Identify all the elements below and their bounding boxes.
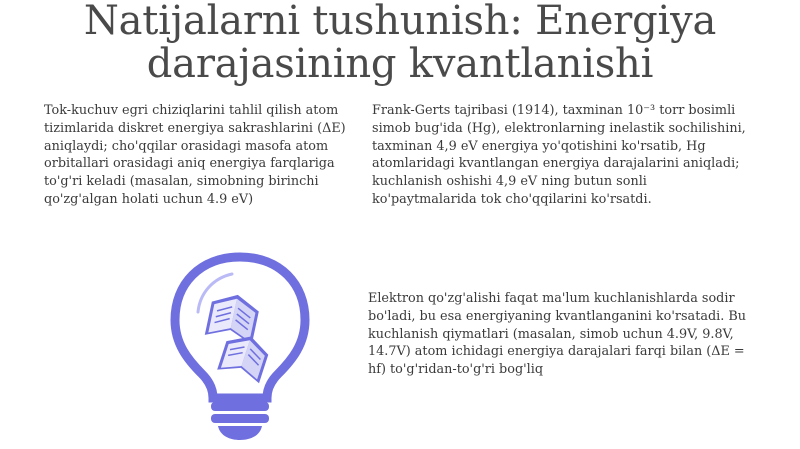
slide-title: Natijalarni tushunish: Energiya darajasining kvantlanishi	[83, 0, 717, 87]
paragraph-bottom: Elektron qo'zg'alishi faqat ma'lum kuchlanishlarda sodir bo'ladi, bu esa energiyaning kvantlanganini ko'rsatadi. Bu kuchlanish qiymatlari (masalan, simob uchun 4.9V, 9.8V, 14.7V) atom ichidagi energiya darajalari farqi bilan (ΔE = hf) to'g'ridan-to'g'ri bog'liq	[368, 291, 747, 378]
lightbulb-with-books-icon	[170, 252, 310, 442]
paragraph-right: Frank-Gerts tajribasi (1914), taxminan 10⁻³ torr bosimli simob bug'ida (Hg), elektronlarning inelastik sochilishini, taxminan 4,9 eV energiya yo'qotishini ko'rsatib, Hg atomlaridagi kvantlangan energiya darajalarini aniqladi; kuchlanish oshishi 4,9 eV ning butun sonli ko'paytmalarida tok cho'qqilarini ko'rsatdi.	[372, 103, 746, 207]
paragraph-left: Tok-kuchuv egri chiziqlarini tahlil qilish atom tizimlarida diskret energiya sakrashlarini (ΔE) aniqlaydi; cho'qqilar orasidagi masofa atom orbitallari orasidagi aniq energiya farqlariga to'g'ri keladi (masalan, simobning birinchi qo'zg'algan holati uchun 4.9 eV)	[44, 103, 346, 207]
